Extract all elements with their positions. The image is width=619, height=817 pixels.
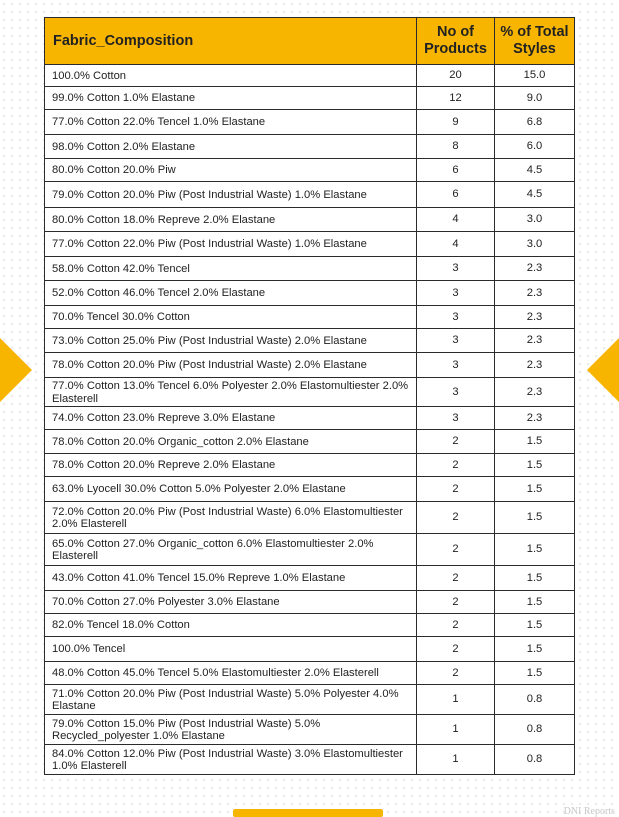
cell-percent-of-total-styles: 2.3 [495,257,575,281]
cell-percent-of-total-styles: 3.0 [495,232,575,257]
cell-percent-of-total-styles: 1.5 [495,566,575,591]
header-no-of-products: No of Products [417,18,495,65]
cell-no-of-products: 1 [417,745,495,775]
cell-percent-of-total-styles: 1.5 [495,502,575,534]
cell-fabric-composition: 74.0% Cotton 23.0% Repreve 3.0% Elastane [45,407,417,430]
table-row [45,715,575,745]
cell-no-of-products: 12 [417,87,495,110]
cell-no-of-products: 4 [417,208,495,232]
cell-percent-of-total-styles: 0.8 [495,745,575,775]
cell-fabric-composition: 52.0% Cotton 46.0% Tencel 2.0% Elastane [45,281,417,306]
cell-percent-of-total-styles: 1.5 [495,662,575,685]
cell-no-of-products: 4 [417,232,495,257]
cell-no-of-products: 3 [417,378,495,407]
cell-no-of-products: 2 [417,662,495,685]
table-row [45,566,575,591]
table-row [45,257,575,281]
cell-no-of-products: 1 [417,715,495,745]
cell-fabric-composition: 78.0% Cotton 20.0% Piw (Post Industrial Waste) 2.0% Elastane [45,353,417,378]
cell-percent-of-total-styles: 6.0 [495,135,575,159]
table-row [45,454,575,477]
table-row [45,378,575,407]
cell-fabric-composition: 48.0% Cotton 45.0% Tencel 5.0% Elastomultiester 2.0% Elasterell [45,662,417,685]
cell-fabric-composition: 77.0% Cotton 22.0% Tencel 1.0% Elastane [45,110,417,135]
table-row [45,407,575,430]
publisher-watermark: DNI Reports [563,806,615,817]
table-row [45,87,575,110]
cell-no-of-products: 3 [417,281,495,306]
cell-fabric-composition: 70.0% Cotton 27.0% Polyester 3.0% Elastane [45,591,417,614]
cell-no-of-products: 8 [417,135,495,159]
table-row [45,208,575,232]
cell-fabric-composition: 79.0% Cotton 20.0% Piw (Post Industrial Waste) 1.0% Elastane [45,182,417,208]
cell-no-of-products: 2 [417,477,495,502]
cell-fabric-composition: 78.0% Cotton 20.0% Repreve 2.0% Elastane [45,454,417,477]
header-row [45,18,575,65]
table-row [45,745,575,775]
cell-no-of-products: 3 [417,257,495,281]
cell-percent-of-total-styles: 2.3 [495,281,575,306]
table-body [45,65,575,775]
table-row [45,353,575,378]
cell-no-of-products: 2 [417,534,495,566]
cell-no-of-products: 6 [417,159,495,182]
table-row [45,477,575,502]
cell-fabric-composition: 63.0% Lyocell 30.0% Cotton 5.0% Polyester 2.0% Elastane [45,477,417,502]
table-row [45,232,575,257]
header-fabric-composition: Fabric_Composition [45,18,417,65]
cell-fabric-composition: 65.0% Cotton 27.0% Organic_cotton 6.0% Elastomultiester 2.0% Elasterell [45,534,417,566]
cell-fabric-composition: 70.0% Tencel 30.0% Cotton [45,306,417,329]
table-row [45,329,575,353]
table-row [45,662,575,685]
cell-percent-of-total-styles: 1.5 [495,454,575,477]
cell-no-of-products: 3 [417,329,495,353]
cell-percent-of-total-styles: 2.3 [495,378,575,407]
cell-fabric-composition: 78.0% Cotton 20.0% Organic_cotton 2.0% Elastane [45,430,417,454]
cell-no-of-products: 1 [417,685,495,715]
cell-percent-of-total-styles: 1.5 [495,534,575,566]
cell-percent-of-total-styles: 2.3 [495,306,575,329]
table-row [45,65,575,87]
cell-percent-of-total-styles: 3.0 [495,208,575,232]
right-arrow-decoration-icon [587,318,619,422]
cell-no-of-products: 3 [417,306,495,329]
cell-no-of-products: 2 [417,502,495,534]
table-row [45,502,575,534]
cell-no-of-products: 20 [417,65,495,87]
cell-fabric-composition: 43.0% Cotton 41.0% Tencel 15.0% Repreve 1.0% Elastane [45,566,417,591]
footer-accent-bar [233,809,383,817]
cell-no-of-products: 2 [417,430,495,454]
cell-no-of-products: 3 [417,407,495,430]
table-row [45,182,575,208]
cell-no-of-products: 9 [417,110,495,135]
cell-percent-of-total-styles: 0.8 [495,715,575,745]
cell-no-of-products: 2 [417,566,495,591]
cell-percent-of-total-styles: 1.5 [495,614,575,637]
cell-fabric-composition: 98.0% Cotton 2.0% Elastane [45,135,417,159]
cell-percent-of-total-styles: 1.5 [495,637,575,662]
left-arrow-decoration-icon [0,318,32,422]
cell-percent-of-total-styles: 15.0 [495,65,575,87]
cell-percent-of-total-styles: 1.5 [495,591,575,614]
cell-fabric-composition: 100.0% Cotton [45,65,417,87]
cell-no-of-products: 2 [417,614,495,637]
cell-no-of-products: 2 [417,454,495,477]
cell-no-of-products: 2 [417,591,495,614]
cell-fabric-composition: 79.0% Cotton 15.0% Piw (Post Industrial Waste) 5.0% Recycled_polyester 1.0% Elastane [45,715,417,745]
cell-percent-of-total-styles: 2.3 [495,407,575,430]
fabric-composition-table-container [44,17,574,775]
cell-fabric-composition: 84.0% Cotton 12.0% Piw (Post Industrial Waste) 3.0% Elastomultiester 1.0% Elasterell [45,745,417,775]
cell-no-of-products: 3 [417,353,495,378]
cell-percent-of-total-styles: 0.8 [495,685,575,715]
cell-no-of-products: 2 [417,637,495,662]
cell-percent-of-total-styles: 6.8 [495,110,575,135]
table-row [45,306,575,329]
table-row [45,591,575,614]
table-row [45,637,575,662]
table-row [45,614,575,637]
cell-fabric-composition: 71.0% Cotton 20.0% Piw (Post Industrial Waste) 5.0% Polyester 4.0% Elastane [45,685,417,715]
table-row [45,135,575,159]
cell-fabric-composition: 72.0% Cotton 20.0% Piw (Post Industrial Waste) 6.0% Elastomultiester 2.0% Elasterell [45,502,417,534]
cell-percent-of-total-styles: 4.5 [495,159,575,182]
cell-fabric-composition: 100.0% Tencel [45,637,417,662]
cell-fabric-composition: 99.0% Cotton 1.0% Elastane [45,87,417,110]
table-row [45,281,575,306]
table-row [45,685,575,715]
cell-fabric-composition: 77.0% Cotton 22.0% Piw (Post Industrial Waste) 1.0% Elastane [45,232,417,257]
table-row [45,159,575,182]
table-row [45,430,575,454]
table-row [45,534,575,566]
cell-percent-of-total-styles: 2.3 [495,353,575,378]
table-header [45,18,575,65]
cell-fabric-composition: 58.0% Cotton 42.0% Tencel [45,257,417,281]
cell-percent-of-total-styles: 4.5 [495,182,575,208]
table-row [45,110,575,135]
cell-fabric-composition: 80.0% Cotton 20.0% Piw [45,159,417,182]
cell-no-of-products: 6 [417,182,495,208]
fabric-composition-table [44,17,575,775]
cell-percent-of-total-styles: 9.0 [495,87,575,110]
cell-percent-of-total-styles: 1.5 [495,477,575,502]
header-percent-of-total-styles: % of Total Styles [495,18,575,65]
cell-fabric-composition: 77.0% Cotton 13.0% Tencel 6.0% Polyester 2.0% Elastomultiester 2.0% Elasterell [45,378,417,407]
cell-fabric-composition: 82.0% Tencel 18.0% Cotton [45,614,417,637]
cell-fabric-composition: 73.0% Cotton 25.0% Piw (Post Industrial Waste) 2.0% Elastane [45,329,417,353]
cell-percent-of-total-styles: 1.5 [495,430,575,454]
cell-fabric-composition: 80.0% Cotton 18.0% Repreve 2.0% Elastane [45,208,417,232]
cell-percent-of-total-styles: 2.3 [495,329,575,353]
